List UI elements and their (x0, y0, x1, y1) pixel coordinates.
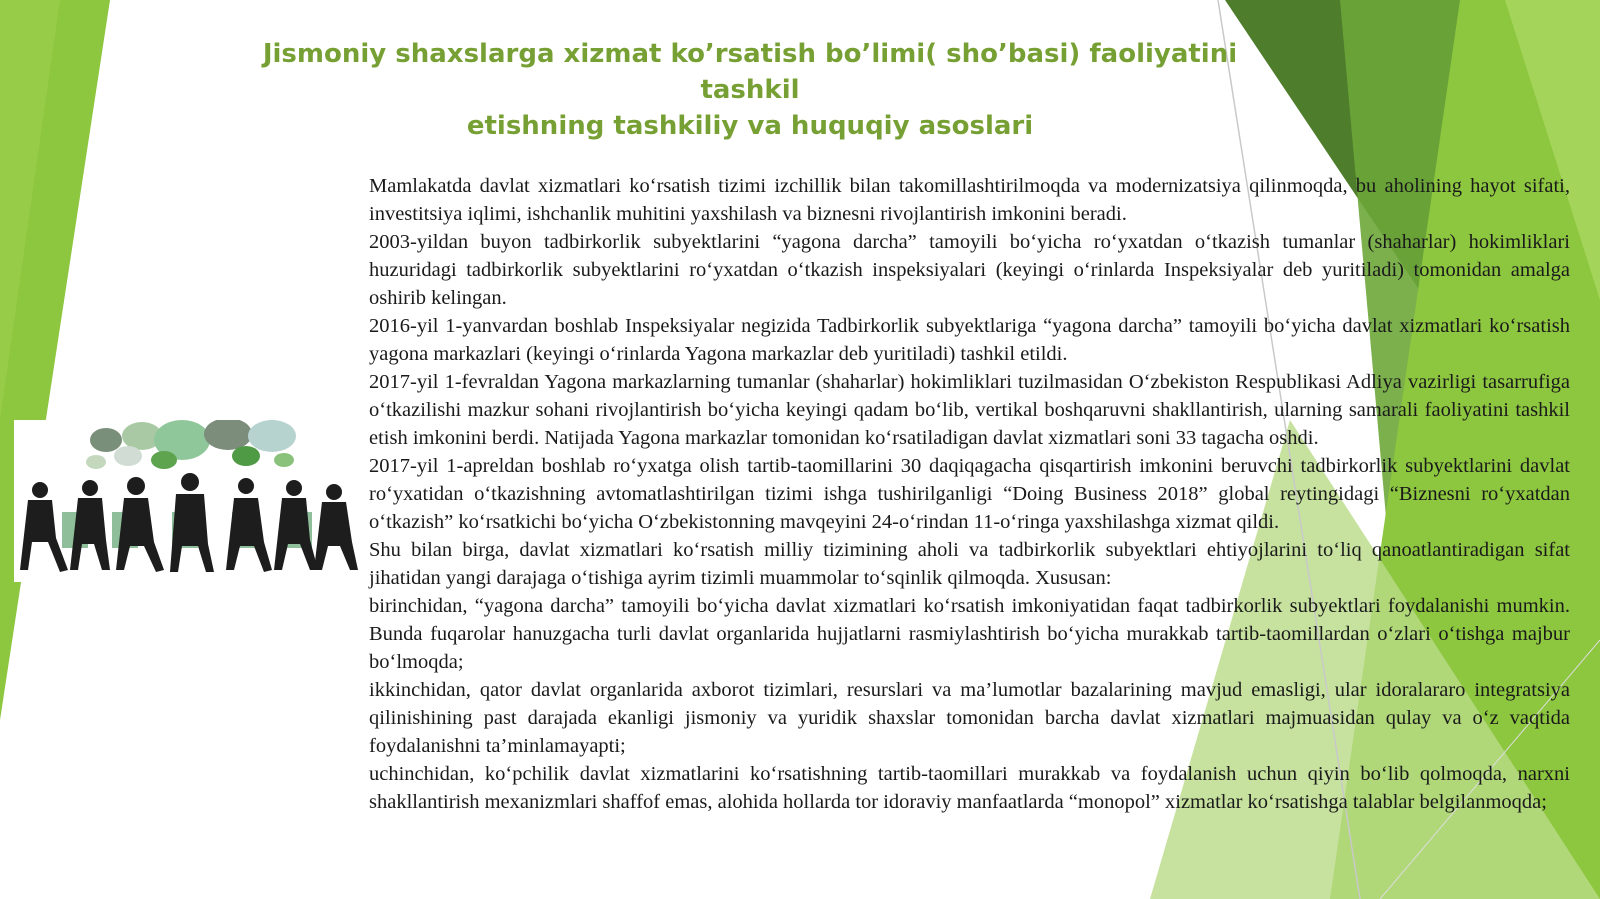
paragraph: uchinchidan, ko‘pchilik davlat xizmatlarini ko‘rsatishning tartib-taomillari murakkab va foydalanish uchun qiyin bo‘lib qolmoqda, narxni shakllantirish mexanizmlari shaffof emas, alohida hollarda tor idoraviy manfaatlarda “monopol” xizmatlar ko‘rsatishga talablar belgilanmoqda; (369, 763, 1570, 813)
person-head (326, 484, 342, 500)
main-text-body (369, 172, 1570, 816)
speech-bubble-icon (248, 420, 296, 452)
paragraph: ikkinchidan, qator davlat organlarida axborot tizimlari, resurslari va ma’lumotlar bazalarining mavjud emasligi, ular idoralararo integratsiya qilinishining past darajada ekanligi jismoniy va yuridik shaxslar tomonidan barcha davlat xizmatlari majmuasidan qulay va o‘z vaqtida foydalanishni ta’minlamayapti; (369, 679, 1570, 757)
person-body (20, 500, 68, 572)
paragraph: Shu bilan birga, davlat xizmatlari ko‘rsatish milliy tizimining aholi va tadbirkorlik subyektlari ehtiyojlarini to‘liq qanoatlantiradigan sifat jihatidan yangi darajaga o‘tishiga ayrim tizimli muammolar to‘sqinlik qilmoqda. Xususan: (369, 539, 1570, 589)
speech-bubble-icon (90, 428, 122, 452)
person-head (127, 477, 145, 495)
speech-bubble-icon (204, 420, 252, 450)
person-body (314, 502, 358, 570)
slide-title (230, 36, 1270, 144)
paragraph: birinchidan, “yagona darcha” tamoyili bo‘yicha davlat xizmatlari ko‘rsatish imkoniyatidan faqat tadbirkorlik subyektlari foydalanishi mumkin. Bunda fuqarolar hanuzgacha turli davlat organlarida hujjatlarni rasmiylashtirish bo‘yicha murakkab tartib-taomillardan o‘zlari o‘tishga majbur bo‘lmoqda; (369, 595, 1570, 673)
speech-bubble-icon (114, 446, 142, 466)
person-head (286, 480, 302, 496)
person-body (116, 498, 164, 572)
person-head (32, 482, 48, 498)
paragraph: 2003-yildan buyon tadbirkorlik subyektlarini “yagona darcha” tamoyili bo‘yicha ro‘yxatdan o‘tkazish tumanlar (shaharlar) hokimliklari huzuridagi tadbirkorlik subyektlarini ro‘yxatdan o‘tkazish inspeksiyalari (keyingi o‘rinlarda Inspeksiyalar deb yuritiladi) tomonidan amalga oshirib kelingan. (369, 231, 1570, 309)
person-body (70, 498, 110, 570)
meeting-people-speech-bubbles-icon (14, 420, 359, 582)
slide-title-line-2: etishning tashkiliy va huquqiy asoslari (466, 111, 1034, 141)
speech-bubble-icon (86, 455, 106, 469)
person-head (181, 473, 199, 491)
speech-bubble-icon (151, 451, 177, 469)
paragraph: 2017-yil 1-apreldan boshlab ro‘yxatga olish tartib-taomillarini 30 daqiqagacha qisqartirish imkonini beruvchi tadbirkorlik subyektlarini davlat ro‘yxatidan o‘tkazishning avtomatlashtirilgan tizimi ishga tushirilganligi “Doing Business 2018” global reytingidagi “Biznesni ro‘yxatdan o‘tkazish” ko‘rsatkichi bo‘yicha O‘zbekistonning mavqeyini 24-o‘rindan 11-o‘ringa yaxshilashga xizmat qildi. (369, 455, 1570, 533)
person-body (170, 494, 214, 572)
speech-bubble-icon (274, 453, 294, 467)
person-head (238, 478, 254, 494)
paragraph: Mamlakatda davlat xizmatlari ko‘rsatish tizimi izchillik bilan takomillashtirilmoqda va modernizatsiya qilinmoqda, bu aholining hayot sifati, investitsiya iqlimi, ishchanlik muhitini yaxshilash va biznesni rivojlantirish imkonini beradi. (369, 175, 1570, 225)
paragraph: 2017-yil 1-fevraldan Yagona markazlarning tumanlar (shaharlar) hokimliklari tuzilmasidan O‘zbekiston Respublikasi Adliya vazirligi tasarrufiga o‘tkazilishi mazkur sohani rivojlantirish bo‘yicha keyingi qadam bo‘lib, vertikal boshqaruvni shakllantirish, ularning samarali faoliyatini tashkil etish imkonini berdi. Natijada Yagona markazlar tomonidan ko‘rsatiladigan davlat xizmatlari soni 33 tagacha oshdi. (369, 371, 1570, 449)
person-head (82, 480, 98, 496)
paragraph: 2016-yil 1-yanvardan boshlab Inspeksiyalar negizida Tadbirkorlik subyektlariga “yagona darcha” tamoyili bo‘yicha davlat xizmatlari ko‘rsatish yagona markazlari (keyingi o‘rinlarda Yagona markazlar deb yuritiladi) tashkil etildi. (369, 315, 1570, 365)
speech-bubble-icon (232, 446, 260, 466)
person-body (226, 498, 272, 572)
slide-title-line-1: Jismoniy shaxslarga xizmat koʼrsatish boʼlimi( shoʼbasi) faoliyatini tashkil (262, 39, 1238, 105)
